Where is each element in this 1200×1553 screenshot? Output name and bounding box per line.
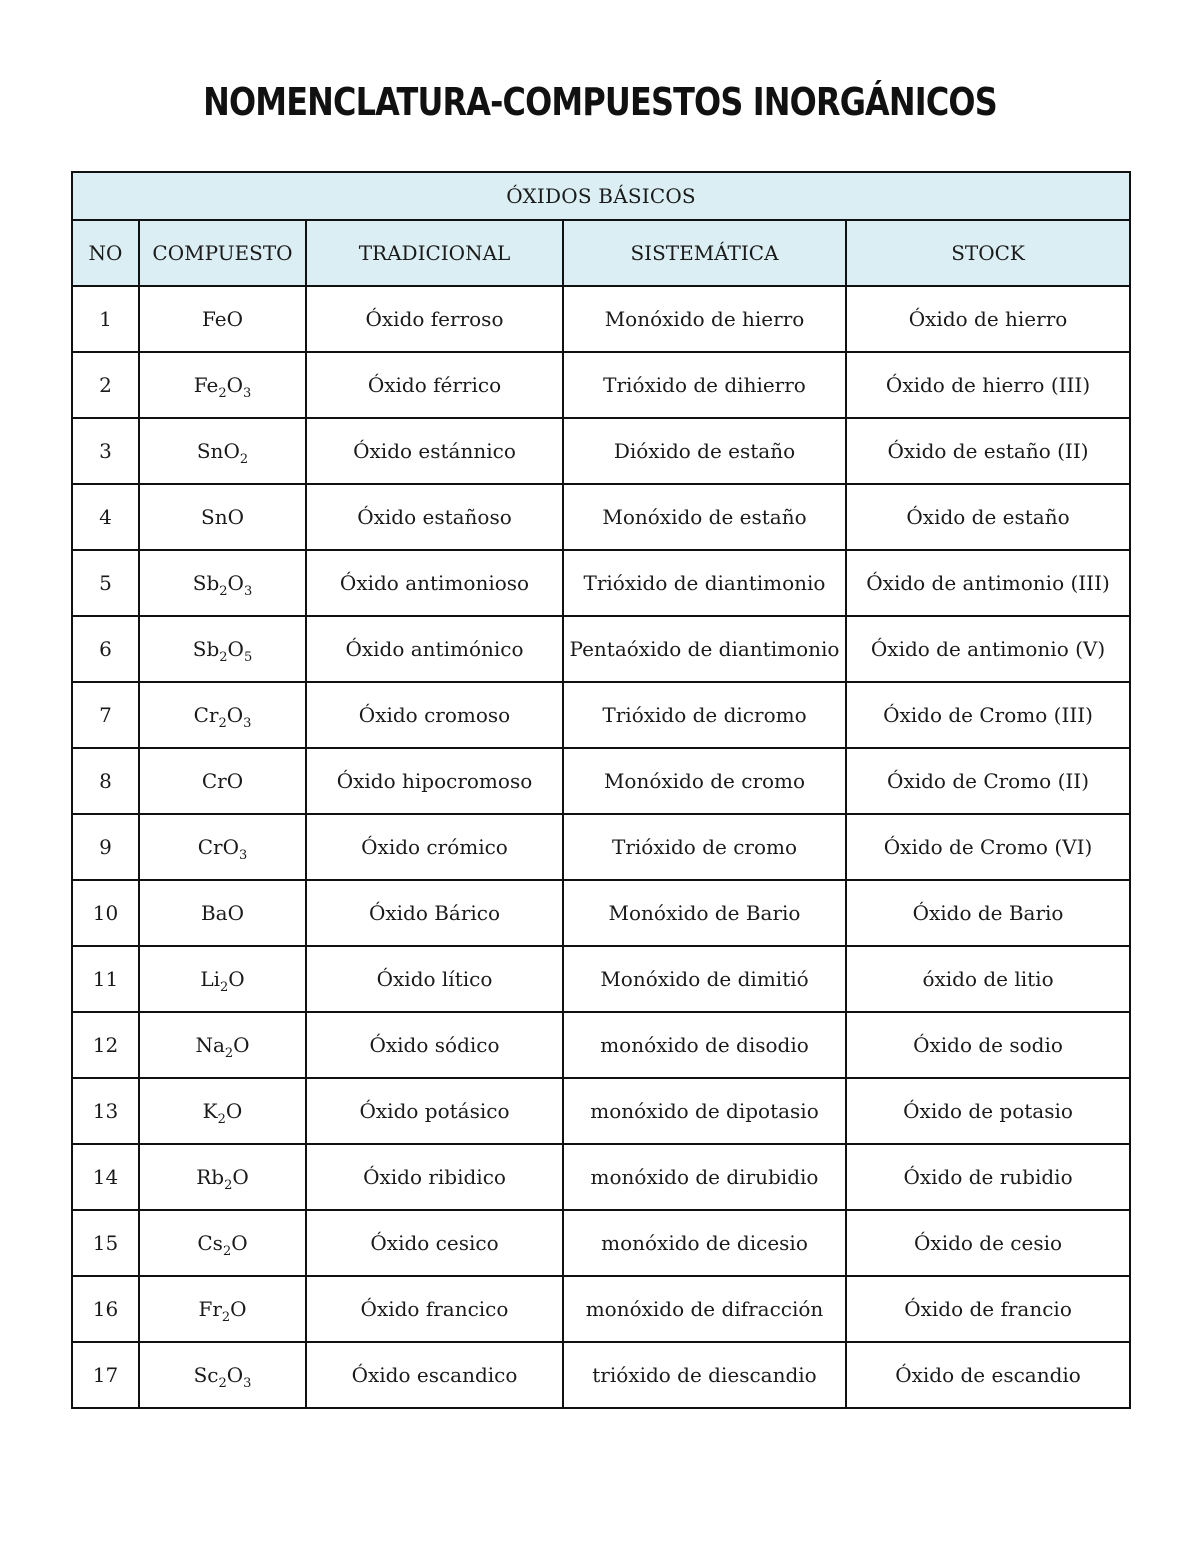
formula-element: O xyxy=(226,307,244,331)
cell-no: 4 xyxy=(72,484,139,550)
cell-stock: Óxido de estaño xyxy=(846,484,1130,550)
column-header-row xyxy=(72,220,1130,286)
cell-compound xyxy=(139,1276,306,1342)
formula-subscript: 2 xyxy=(221,1310,231,1325)
cell-sistematica: Monóxido de estaño xyxy=(563,484,846,550)
cell-compound xyxy=(139,814,306,880)
table-row xyxy=(72,1144,1130,1210)
cell-sistematica: Monóxido de cromo xyxy=(563,748,846,814)
cell-sistematica: Pentaóxido de diantimonio xyxy=(563,616,846,682)
table-body xyxy=(72,286,1130,1408)
cell-sistematica: monóxido de dirubidio xyxy=(563,1144,846,1210)
table-row xyxy=(72,1012,1130,1078)
cell-stock: Óxido de cesio xyxy=(846,1210,1130,1276)
cell-sistematica: Monóxido de hierro xyxy=(563,286,846,352)
cell-sistematica: Monóxido de dimitió xyxy=(563,946,846,1012)
cell-stock: Óxido de antimonio (III) xyxy=(846,550,1130,616)
formula-subscript: 2 xyxy=(220,980,229,995)
cell-no: 12 xyxy=(72,1012,139,1078)
formula-subscript: 3 xyxy=(243,386,252,401)
formula-element: O xyxy=(232,1165,249,1189)
formula-element: O xyxy=(227,637,244,661)
cell-compound xyxy=(139,1012,306,1078)
cell-stock: Óxido de sodio xyxy=(846,1012,1130,1078)
cell-compound xyxy=(139,484,306,550)
cell-compound xyxy=(139,682,306,748)
cell-tradicional: Óxido escandico xyxy=(306,1342,563,1408)
formula-element: Fr xyxy=(198,1297,222,1321)
cell-stock: Óxido de francio xyxy=(846,1276,1130,1342)
formula-element: O xyxy=(227,571,244,595)
formula-subscript: 2 xyxy=(224,1046,234,1061)
table-row xyxy=(72,550,1130,616)
cell-sistematica: Trióxido de dihierro xyxy=(563,352,846,418)
formula-element: Sn xyxy=(201,505,228,529)
formula-element: O xyxy=(222,835,239,859)
cell-stock: Óxido de Cromo (III) xyxy=(846,682,1130,748)
cell-no: 7 xyxy=(72,682,139,748)
cell-sistematica: monóxido de disodio xyxy=(563,1012,846,1078)
formula-element: O xyxy=(226,703,244,727)
cell-compound xyxy=(139,1210,306,1276)
table-row xyxy=(72,1276,1130,1342)
cell-sistematica: monóxido de dicesio xyxy=(563,1210,846,1276)
formula-element: O xyxy=(226,1363,244,1387)
formula-element: Na xyxy=(195,1033,225,1057)
cell-no: 11 xyxy=(72,946,139,1012)
cell-no: 13 xyxy=(72,1078,139,1144)
formula-element: O xyxy=(233,1033,250,1057)
cell-sistematica: monóxido de difracción xyxy=(563,1276,846,1342)
table-row xyxy=(72,1210,1130,1276)
section-title: ÓXIDOS BÁSICOS xyxy=(72,172,1130,220)
table-row xyxy=(72,418,1130,484)
cell-compound xyxy=(139,352,306,418)
formula-subscript: 2 xyxy=(239,452,249,467)
formula-element: O xyxy=(225,1099,243,1123)
col-header-sistematica: SISTEMÁTICA xyxy=(563,220,846,286)
formula-element: Li xyxy=(200,967,220,991)
formula-subscript: 2 xyxy=(219,650,228,665)
table-row xyxy=(72,352,1130,418)
section-header-row xyxy=(72,172,1130,220)
cell-compound xyxy=(139,286,306,352)
cell-stock: Óxido de antimonio (V) xyxy=(846,616,1130,682)
cell-no: 8 xyxy=(72,748,139,814)
cell-no: 2 xyxy=(72,352,139,418)
cell-tradicional: Óxido potásico xyxy=(306,1078,563,1144)
cell-stock: Óxido de rubidio xyxy=(846,1144,1130,1210)
cell-compound xyxy=(139,616,306,682)
formula-element: O xyxy=(227,505,244,529)
cell-sistematica: Trióxido de cromo xyxy=(563,814,846,880)
cell-tradicional: Óxido sódico xyxy=(306,1012,563,1078)
cell-tradicional: Óxido cromoso xyxy=(306,682,563,748)
formula-subscript: 2 xyxy=(219,584,228,599)
formula-element: Cr xyxy=(197,835,223,859)
formula-element: O xyxy=(227,901,245,925)
cell-compound xyxy=(139,748,306,814)
cell-stock: Óxido de Bario xyxy=(846,880,1130,946)
cell-tradicional: Óxido antimonioso xyxy=(306,550,563,616)
cell-tradicional: Óxido férrico xyxy=(306,352,563,418)
cell-no: 9 xyxy=(72,814,139,880)
cell-tradicional: Óxido hipocromoso xyxy=(306,748,563,814)
cell-sistematica: Monóxido de Bario xyxy=(563,880,846,946)
cell-no: 10 xyxy=(72,880,139,946)
formula-element: Sc xyxy=(193,1363,219,1387)
cell-stock: Óxido de hierro (III) xyxy=(846,352,1130,418)
cell-tradicional: Óxido estañoso xyxy=(306,484,563,550)
cell-sistematica: monóxido de dipotasio xyxy=(563,1078,846,1144)
table-row xyxy=(72,814,1130,880)
col-header-tradicional: TRADICIONAL xyxy=(306,220,563,286)
formula-element: O xyxy=(226,769,244,793)
cell-tradicional: Óxido francico xyxy=(306,1276,563,1342)
table-row xyxy=(72,748,1130,814)
cell-tradicional: Óxido ribidico xyxy=(306,1144,563,1210)
cell-sistematica: trióxido de diescandio xyxy=(563,1342,846,1408)
formula-element: O xyxy=(228,967,245,991)
formula-subscript: 2 xyxy=(217,1112,226,1127)
cell-tradicional: Óxido lítico xyxy=(306,946,563,1012)
formula-element: Sb xyxy=(192,571,220,595)
formula-element: Cs xyxy=(197,1231,223,1255)
cell-no: 1 xyxy=(72,286,139,352)
table-row xyxy=(72,1342,1130,1408)
formula-subscript: 2 xyxy=(224,1178,233,1193)
cell-no: 17 xyxy=(72,1342,139,1408)
cell-no: 5 xyxy=(72,550,139,616)
formula-element: Fe xyxy=(201,307,227,331)
cell-compound xyxy=(139,1144,306,1210)
cell-tradicional: Óxido antimónico xyxy=(306,616,563,682)
cell-stock: Óxido de Cromo (II) xyxy=(846,748,1130,814)
cell-stock: Óxido de potasio xyxy=(846,1078,1130,1144)
formula-subscript: 3 xyxy=(243,1376,252,1391)
oxides-table xyxy=(71,171,1131,1409)
cell-no: 16 xyxy=(72,1276,139,1342)
col-header-compuesto: COMPUESTO xyxy=(139,220,306,286)
cell-compound xyxy=(139,946,306,1012)
formula-element: Rb xyxy=(196,1165,225,1189)
formula-element: K xyxy=(202,1099,218,1123)
page-title: NOMENCLATURA-COMPUESTOS INORGÁNICOS xyxy=(203,80,997,124)
cell-no: 15 xyxy=(72,1210,139,1276)
formula-element: Cr xyxy=(201,769,227,793)
formula-subscript: 5 xyxy=(243,650,253,665)
table-row xyxy=(72,1078,1130,1144)
table-row xyxy=(72,946,1130,1012)
formula-element: O xyxy=(230,1297,247,1321)
cell-sistematica: Dióxido de estaño xyxy=(563,418,846,484)
cell-stock: Óxido de Cromo (VI) xyxy=(846,814,1130,880)
cell-stock: Óxido de escandio xyxy=(846,1342,1130,1408)
table-row xyxy=(72,682,1130,748)
formula-subscript: 2 xyxy=(218,716,227,731)
formula-element: O xyxy=(223,439,240,463)
table-row xyxy=(72,880,1130,946)
cell-compound xyxy=(139,418,306,484)
formula-element: Fe xyxy=(193,373,219,397)
table-row xyxy=(72,286,1130,352)
cell-compound xyxy=(139,550,306,616)
formula-element: O xyxy=(231,1231,248,1255)
formula-subscript: 3 xyxy=(239,848,248,863)
cell-no: 3 xyxy=(72,418,139,484)
cell-tradicional: Óxido estánnico xyxy=(306,418,563,484)
cell-stock: Óxido de hierro xyxy=(846,286,1130,352)
formula-element: Ba xyxy=(200,901,228,925)
formula-element: O xyxy=(226,373,244,397)
cell-no: 14 xyxy=(72,1144,139,1210)
table-row xyxy=(72,616,1130,682)
formula-subscript: 3 xyxy=(243,716,252,731)
formula-subscript: 2 xyxy=(218,386,227,401)
formula-element: Sn xyxy=(196,439,224,463)
col-header-stock: STOCK xyxy=(846,220,1130,286)
cell-sistematica: Trióxido de dicromo xyxy=(563,682,846,748)
cell-tradicional: Óxido crómico xyxy=(306,814,563,880)
formula-element: Sb xyxy=(192,637,220,661)
formula-subscript: 2 xyxy=(222,1244,232,1259)
formula-subscript: 3 xyxy=(243,584,253,599)
cell-tradicional: Óxido cesico xyxy=(306,1210,563,1276)
col-header-no: NO xyxy=(72,220,139,286)
cell-stock: óxido de litio xyxy=(846,946,1130,1012)
cell-tradicional: Óxido Bárico xyxy=(306,880,563,946)
cell-compound xyxy=(139,1342,306,1408)
cell-compound xyxy=(139,1078,306,1144)
cell-compound xyxy=(139,880,306,946)
table-row xyxy=(72,484,1130,550)
cell-sistematica: Trióxido de diantimonio xyxy=(563,550,846,616)
cell-stock: Óxido de estaño (II) xyxy=(846,418,1130,484)
formula-element: Cr xyxy=(193,703,219,727)
formula-subscript: 2 xyxy=(218,1376,227,1391)
cell-no: 6 xyxy=(72,616,139,682)
cell-tradicional: Óxido ferroso xyxy=(306,286,563,352)
